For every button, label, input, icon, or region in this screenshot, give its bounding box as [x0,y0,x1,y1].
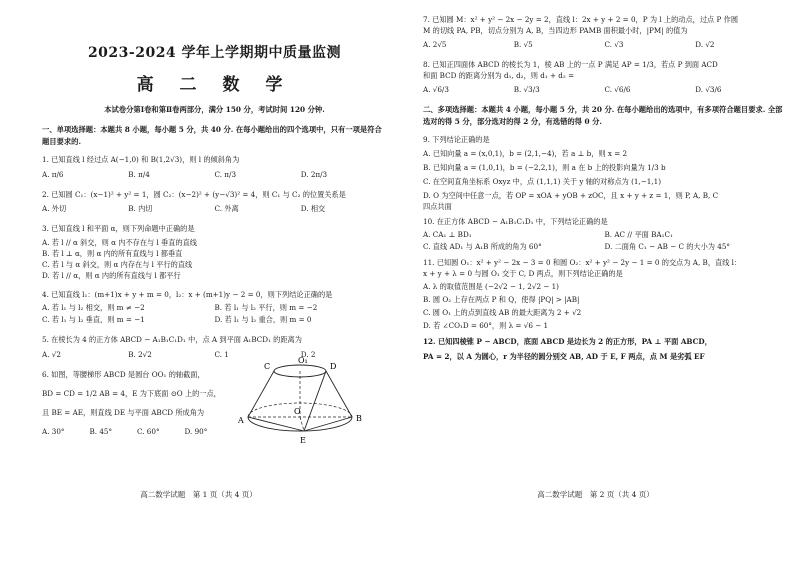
option: D. O 为空间中任意一点，若 OP = xOA + yOB + zOC，且 x + y + z = 1，则 P, A, B, C [423,190,719,200]
option: D. 若 l₁ 与 l₂ 重合，则 m = 0 [214,315,312,324]
option: D. √2 [695,40,715,49]
option: C. 1 [214,349,229,359]
option: C. 若 l 与 α 斜交，则 α 内存在与 l 平行的直线 [42,259,193,269]
label-o: O [294,406,301,416]
question-2-options [42,203,387,215]
question-7-line: 7. 已知圆 M：x² + y² − 2x − 2y = 2，直线 l：2x + y + 2 = 0，P 为 l 上的动点，过点 P 作圆 [423,15,739,24]
option: C. √6/6 [604,85,631,94]
option: C. 直线 AD₁ 与 A₁B 所成的角为 60° [423,242,542,251]
question-6-line: 6. 如图，等腰梯形 ABCD 是圆台 OO₁ 的轴截面， [42,369,205,379]
question-8-options [423,84,786,96]
option: C. 外离 [214,204,239,213]
question-6-options [42,426,232,438]
question-6-line: BD = CD = 1/2 AB = 4，E 为下底面 ⊙O 上的一点， [42,388,221,398]
exam-notice: 本试卷分第Ⅰ卷和第Ⅱ卷两部分，满分 150 分，考试时间 120 分钟. [104,105,325,114]
option: B. √3/3 [513,85,540,94]
option: D. 90° [184,426,208,436]
option: B. √5 [513,40,533,49]
option: A. 已知向量 a = (x,0,1)，b = (2,1,−4)，若 a ⊥ b，则 x = 2 [423,148,628,158]
question-3: 3. 已知直线 l 和平面 α，则下列命题中正确的是 [42,224,195,233]
option: C. 圆 O₁ 上的点到直线 AB 的最大距离为 2 + √2 [423,308,582,317]
frustum-figure [238,357,368,447]
label-b: B [356,413,362,423]
section-1-header: 一、单项选择题：本题共 8 小题，每小题 5 分，共 40 分. 在每小题给出的四个选项中，只有一项是符合题目要求的. [42,125,382,146]
option: A. 30° [42,426,65,436]
question-8-line: 8. 已知正四面体 ABCD 的棱长为 1，棱 AB 上的一点 P 满足 AP = 1/3，若点 P 到面 ACD [423,60,718,69]
question-10: 10. 在正方体 ABCD − A₁B₁C₁D₁ 中，下列结论正确的是 [423,216,608,226]
option: A. CA₁ ⊥ BD₁ [423,230,472,239]
option: A. 若 l₁ 与 l₂ 相交，则 m ≠ −2 [42,303,145,312]
option: D. 二面角 C₁ − AB − C 的大小为 45° [604,242,731,251]
frustum-side-right [326,371,352,417]
question-12-line: 12. 已知四棱锥 P − ABCD，底面 ABCD 是边长为 2 的正方形，PA ⊥ 平面 ABCD， [423,337,712,346]
frustum-side-left [248,371,274,417]
question-1: 1. 已知直线 l 经过点 A(−1,0) 和 B(1,2√3)，则 l 的倾斜角为 [42,155,240,164]
page-footer: 高二数学试题 第 1 页（共 4 页） [140,490,257,499]
page-footer: 高二数学试题 第 2 页（共 4 页） [537,490,654,499]
question-9: 9. 下列结论正确的是 [423,135,490,144]
question-1-options [42,169,387,181]
option-continued: 四点共面 [423,201,452,211]
option: A. 2√5 [423,40,447,49]
label-e: E [300,435,306,445]
question-5: 5. 在棱长为 4 的正方体 ABCD − A₁B₁C₁D₁ 中，点 A 到平面 A₁BCD₁ 的距离为 [42,335,302,344]
segment-ae [248,417,304,431]
question-11-line: 11. 已知圆 O₁：x² + y² − 2x − 3 = 0 和圆 O₂：x² + y² − 2y − 1 = 0 的交点为 A, B，直线 l： [423,258,742,267]
question-4-options [42,302,387,326]
option: D. √3/6 [695,85,722,94]
option: B. 2√2 [128,349,152,359]
question-6-line: 且 BE = AE，则直线 DE 与平面 ABCD 所成角为 [42,407,205,417]
question-12-line: PA = 2，以 A 为圆心，r 为半径的圆分别交 AB, AD 于 E, F 两点，点 M 是劣弧 EF [423,352,705,361]
exam-page-2 [397,0,794,562]
question-4: 4. 已知直线 l₁：(m+1)x + y + m = 0，l₂：x + (m+1)y − 2 = 0，则下列结论正确的是 [42,289,333,299]
question-7-line: M 的切线 PA, PB，切点分别为 A, B，当四边形 PAMB 面积最小时，|PM| 的值为 [423,26,688,35]
exam-title: 2023-2024 学年上学期期中质量监测 [87,45,342,61]
option: B. 若 l ⊥ α，则 α 内的所有直线与 l 都垂直 [42,248,183,258]
option: B. 45° [89,426,113,436]
option: D. 2π/3 [300,169,328,179]
label-c: C [264,361,271,371]
question-6-block [42,356,387,447]
option: C. 在空间直角坐标系 Oxyz 中，点 (1,1,1) 关于 y 轴的对称点为 (1,−1,1) [423,176,662,186]
option: C. 60° [137,426,160,436]
exam-subject: 高 二 数 学 [136,75,293,95]
label-d: D [330,361,337,371]
option: A. 若 l // α 斜交，则 α 内不存在与 l 垂直的直线 [42,237,197,247]
question-2: 2. 已知圆 C₁：(x−1)² + y² = 1，圆 C₂：(x−2)² + (y−√3)² = 4，则 C₁ 与 C₂ 的位置关系是 [42,189,346,199]
option: C. √3 [604,40,624,49]
question-8-line: 和面 BCD 的距离分别为 d₁, d₂，则 d₁ + d₂ = [423,71,575,80]
label-a: A [238,415,244,425]
segment-de [304,371,326,431]
option: A. √6/3 [423,85,449,94]
option: B. 已知向量 a = (1,0,1)，b = (−2,2,1)，则 a 在 b 上的投影向量为 1/3 b [423,162,666,172]
option: D. 若 l // α，则 α 内的所有直线与 l 都平行 [42,270,181,280]
option: D. 相交 [300,204,326,213]
question-10-options [423,229,786,253]
segment-oe [300,417,304,431]
option: C. π/3 [214,169,237,179]
option: D. 若 ∠CO₁D = 60°，则 λ = √6 − 1 [423,321,549,330]
section-2-header: 二、多项选择题：本题共 4 小题，每小题 5 分，共 20 分. 在每小题给出的选项中，有多项符合题目要求. 全部选对的得 5 分，部分选对的得 2 分，有选错的得 0 分. [423,105,783,126]
question-11-line: x + y + λ = 0 与圆 O₁ 交于 C, D 两点，则下列结论正确的是 [423,269,623,278]
option: A. 外切 [42,204,67,213]
option: A. π/6 [42,169,64,179]
frustum-bottom-front [248,417,352,431]
option: B. 若 l₁ 与 l₂ 平行，则 m = −2 [214,303,318,312]
option: B. 圆 O₂ 上存在两点 P 和 Q，使得 |PQ| > |AB| [423,295,580,304]
option: B. AC // 平面 BA₁C₁ [604,230,673,239]
option: D. 2 [300,349,316,359]
option: A. λ 的取值范围是 (−2√2 − 1, 2√2 − 1) [423,282,559,291]
question-7-options [423,39,786,51]
option: C. 若 l₁ 与 l₂ 垂直，则 m = −1 [42,315,145,324]
option: B. π/4 [128,169,150,179]
label-o1: O₁ [298,356,308,365]
option: A. √2 [42,349,61,359]
option: B. 内切 [128,204,153,213]
